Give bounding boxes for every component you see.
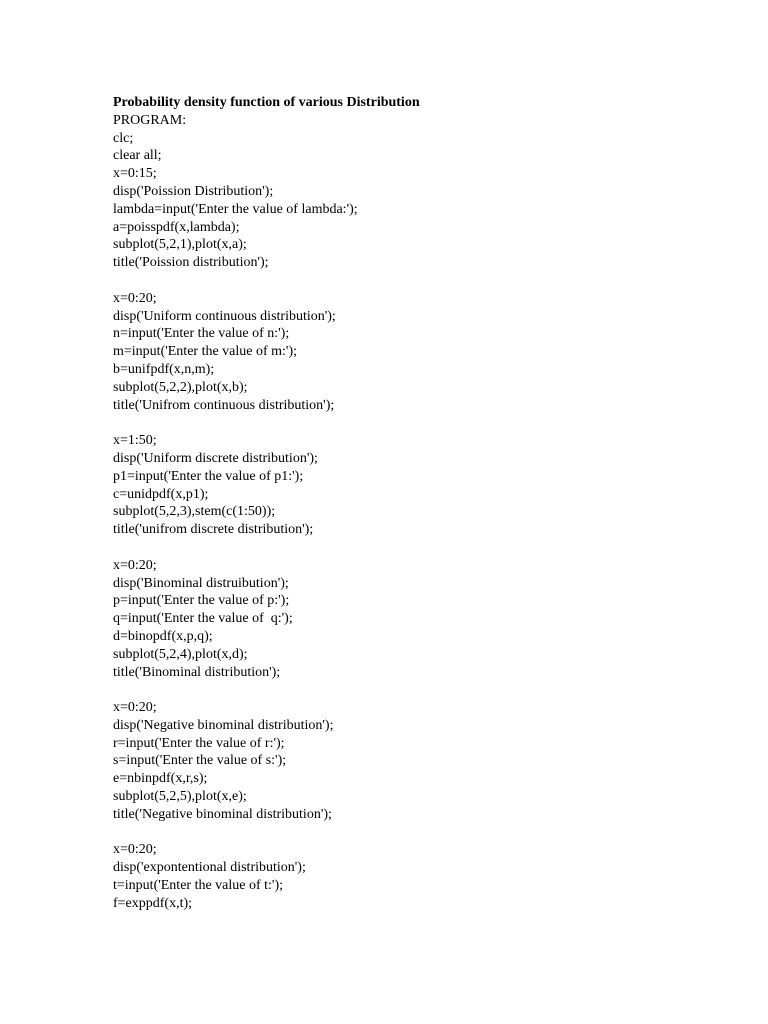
code-line: disp('Poission Distribution'); xyxy=(113,183,274,199)
code-line: f=exppdf(x,t); xyxy=(113,895,193,911)
code-line: b=unifpdf(x,n,m); xyxy=(113,361,215,377)
code-line: c=unidpdf(x,p1); xyxy=(113,486,209,502)
code-line: r=input('Enter the value of r:'); xyxy=(113,735,285,751)
code-line: m=input('Enter the value of m:'); xyxy=(113,344,298,360)
code-line: q=input('Enter the value of q:'); xyxy=(113,611,293,627)
document-title: Probability density function of various Distribution xyxy=(113,95,420,110)
code-line: title('Negative binominal distribution'); xyxy=(113,806,332,822)
code-line: title('unifrom discrete distribution'); xyxy=(113,522,314,538)
code-listing xyxy=(113,112,733,913)
code-line: clear all; xyxy=(113,148,162,164)
code-line: a=poisspdf(x,lambda); xyxy=(113,219,240,235)
code-line: disp('Negative binominal distribution'); xyxy=(113,717,334,733)
code-line: clc; xyxy=(113,130,134,146)
code-line: x=0:20; xyxy=(113,557,157,573)
blank-line xyxy=(113,272,733,290)
code-line: n=input('Enter the value of n:'); xyxy=(113,326,290,342)
code-line: subplot(5,2,3),stem(c(1:50)); xyxy=(113,504,276,520)
document-content xyxy=(113,94,733,913)
code-line: p1=input('Enter the value of p1:'); xyxy=(113,468,304,484)
code-line: x=0:15; xyxy=(113,166,157,182)
code-line: disp('Binominal distruibution'); xyxy=(113,575,289,591)
code-line: x=0:20; xyxy=(113,290,157,306)
code-line: title('Binominal distribution'); xyxy=(113,664,281,680)
code-line: disp('Uniform continuous distribution'); xyxy=(113,308,336,324)
code-line: subplot(5,2,5),plot(x,e); xyxy=(113,789,247,805)
code-line: subplot(5,2,4),plot(x,d); xyxy=(113,646,248,662)
code-line: subplot(5,2,1),plot(x,a); xyxy=(113,237,247,253)
blank-line xyxy=(113,539,733,557)
code-line: s=input('Enter the value of s:'); xyxy=(113,753,287,769)
code-line: x=0:20; xyxy=(113,842,157,858)
code-line: d=binopdf(x,p,q); xyxy=(113,628,213,644)
code-line: x=0:20; xyxy=(113,700,157,716)
code-line: p=input('Enter the value of p:'); xyxy=(113,593,290,609)
code-line: lambda=input('Enter the value of lambda:'); xyxy=(113,201,358,217)
program-label: PROGRAM: xyxy=(113,112,187,128)
blank-line xyxy=(113,681,733,699)
code-line: disp('Uniform discrete distribution'); xyxy=(113,450,318,466)
code-line: t=input('Enter the value of t:'); xyxy=(113,878,284,894)
code-line: e=nbinpdf(x,r,s); xyxy=(113,771,208,787)
blank-line xyxy=(113,824,733,842)
code-line: title('Poission distribution'); xyxy=(113,255,269,271)
code-line: title('Unifrom continuous distribution'); xyxy=(113,397,335,413)
code-line: x=1:50; xyxy=(113,433,157,449)
code-line: disp('expontentional distribution'); xyxy=(113,860,306,876)
blank-line xyxy=(113,414,733,432)
code-line: subplot(5,2,2),plot(x,b); xyxy=(113,379,248,395)
